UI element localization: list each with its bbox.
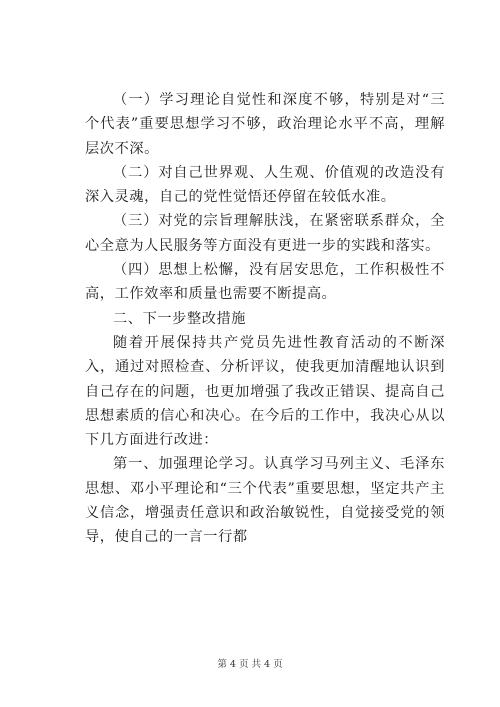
paragraph-6: 第一、加强理论学习。认真学习马列主义、毛泽东思想、邓小平理论和“三个代表”重要思想，坚定共产主义信念，增强责任意识和政治敏锐性，自觉接受党的领导，使自己的一言一行都 — [85, 456, 445, 546]
document-body — [85, 88, 445, 550]
paragraph-1: （一）学习理论自觉性和深度不够，特别是对“三个代表”重要思想学习不够，政治理论水平不高，理解层次不深。 — [85, 92, 445, 157]
paragraph-2: （二）对自己世界观、人生观、价值观的改造没有深入灵魂，自己的党性觉悟还停留在较低水准。 — [85, 164, 445, 206]
section-heading: 二、下一步整改措施 — [113, 310, 247, 327]
paragraph-3: （三）对党的宗旨理解肤浅，在紧密联系群众，全心全意为人民服务等方面没有更进一步的实践和落实。 — [85, 213, 445, 254]
page-footer: 第 4 页 共 4 页 — [217, 659, 283, 670]
paragraph-5: 随着开展保持共产党员先进性教育活动的不断深入，通过对照检查、分析评议，使我更加清醒地认识到自己存在的问题，也更加增强了我改正错误、提高自己思想素质的信心和决心。在今后的工作中，我决心从以下几方面进行改进： — [85, 334, 445, 449]
paragraph-4: （四）思想上松懈，没有居安思危，工作积极性不高，工作效率和质量也需要不断提高。 — [85, 262, 445, 303]
